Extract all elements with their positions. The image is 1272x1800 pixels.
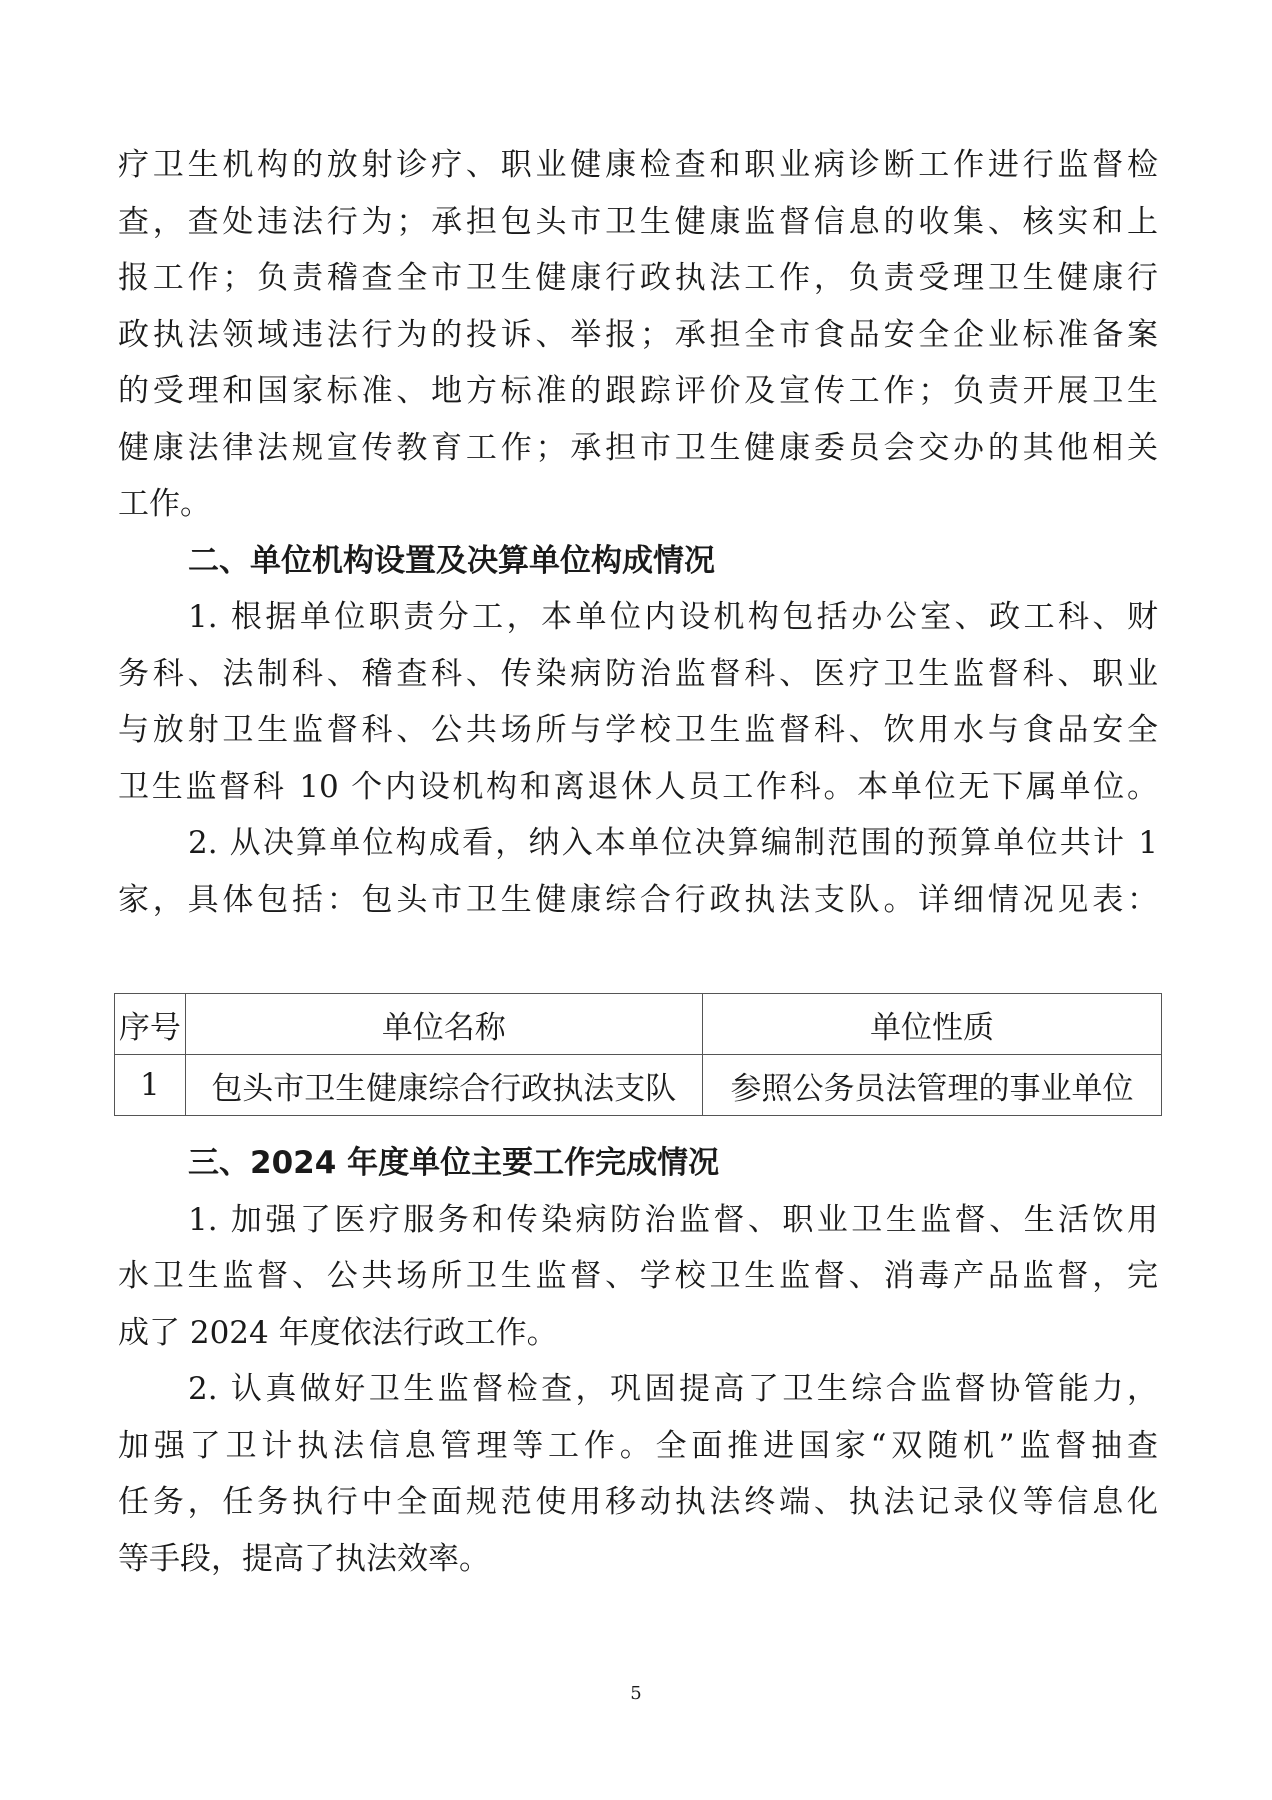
para1-line-3: 报工作；负责稽查全市卫生健康行政执法工作，负责受理卫生健康行 [118,260,1158,296]
table-row [115,1055,1162,1116]
table-cell: 1 [115,1055,186,1116]
section2-p1-line-4: 卫生监督科 10 个内设机构和离退休人员工作科。本单位无下属单位。 [118,769,1158,805]
section2-p1-line-1: 1. 根据单位职责分工，本单位内设机构包括办公室、政工科、财 [188,599,1158,635]
section3-p2-line-1: 2. 认真做好卫生监督检查，巩固提高了卫生综合监督协管能力， [188,1371,1158,1407]
table-header-row [115,994,1162,1055]
table-header-cell: 单位性质 [702,994,1161,1055]
section3-p1-line-3: 成了 2024 年度依法行政工作。 [118,1315,558,1351]
section2-p1-line-3: 与放射卫生监督科、公共场所与学校卫生监督科、饮用水与食品安全 [118,712,1158,748]
section2-heading: 二、单位机构设置及决算单位构成情况 [188,543,715,579]
section3-p2-line-4: 等手段，提高了执法效率。 [118,1541,490,1577]
para1-line-7: 工作。 [118,486,211,522]
table-header-cell: 单位名称 [185,994,702,1055]
para1-line-5: 的受理和国家标准、地方标准的跟踪评价及宣传工作；负责开展卫生 [118,373,1158,409]
section3-heading: 三、2024 年度单位主要工作完成情况 [188,1145,720,1181]
section3-p1-line-2: 水卫生监督、公共场所卫生监督、学校卫生监督、消毒产品监督，完 [118,1258,1158,1294]
section2-p2-line-1: 2. 从决算单位构成看，纳入本单位决算编制范围的预算单位共计 1 [188,825,1158,861]
para1-line-6: 健康法律法规宣传教育工作；承担市卫生健康委员会交办的其他相关 [118,430,1158,466]
section3-p2-line-3: 任务，任务执行中全面规范使用移动执法终端、执法记录仪等信息化 [118,1484,1158,1520]
section2-p2-line-2: 家，具体包括：包头市卫生健康综合行政执法支队。详细情况见表： [118,882,1158,918]
section3-p1-line-1: 1. 加强了医疗服务和传染病防治监督、职业卫生监督、生活饮用 [188,1202,1158,1238]
para1-line-1: 疗卫生机构的放射诊疗、职业健康检查和职业病诊断工作进行监督检 [118,147,1158,183]
para1-line-2: 查，查处违法行为；承担包头市卫生健康监督信息的收集、核实和上 [118,204,1158,240]
table-cell: 参照公务员法管理的事业单位 [702,1055,1161,1116]
para1-line-4: 政执法领域违法行为的投诉、举报；承担全市食品安全企业标准备案 [118,317,1158,353]
page-number: 5 [630,1683,642,1704]
section2-p1-line-2: 务科、法制科、稽查科、传染病防治监督科、医疗卫生监督科、职业 [118,656,1158,692]
section3-p2-line-2: 加强了卫计执法信息管理等工作。全面推进国家“双随机”监督抽查 [118,1428,1158,1464]
table-cell: 包头市卫生健康综合行政执法支队 [185,1055,702,1116]
unit-composition-table [114,993,1162,1116]
table-header-cell: 序号 [115,994,186,1055]
